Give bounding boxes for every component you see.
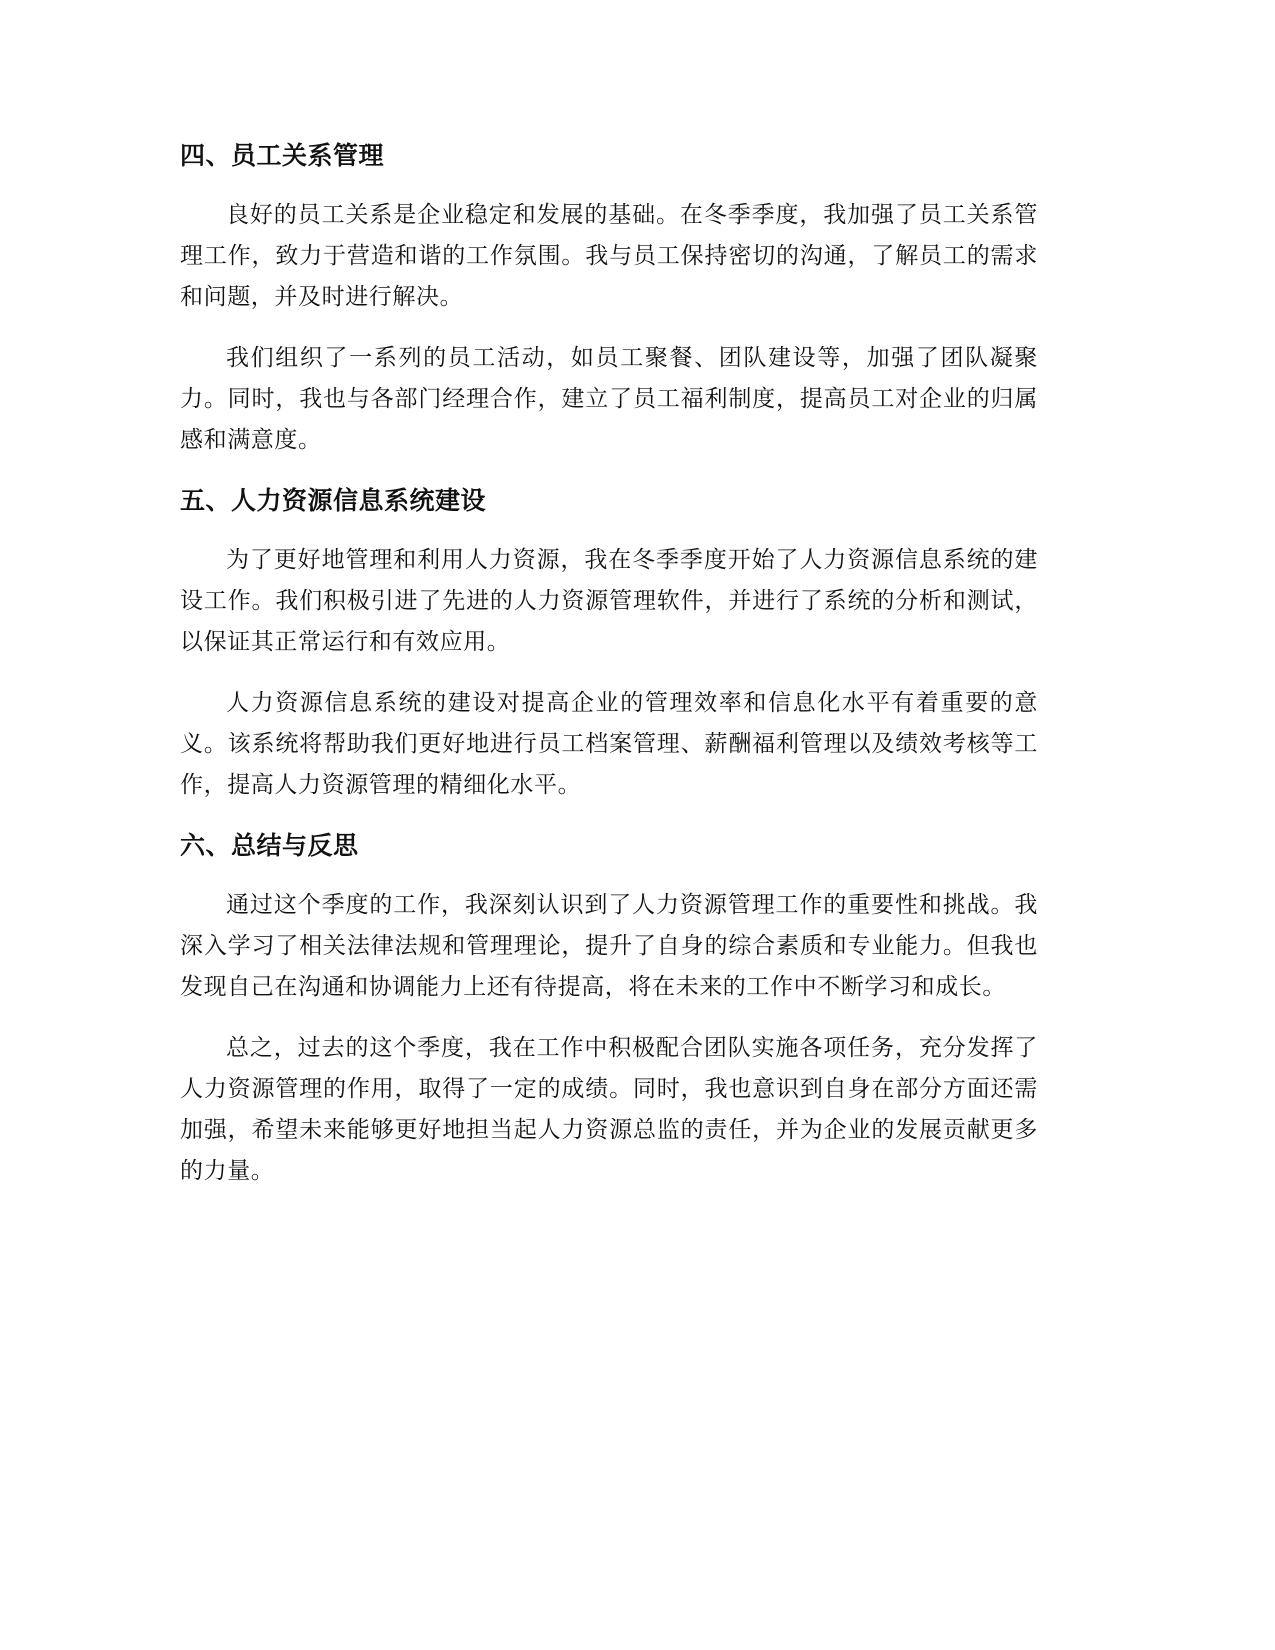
section-heading: 四、员工关系管理 bbox=[180, 141, 385, 170]
paragraph: 人力资源信息系统的建设对提高企业的管理效率和信息化水平有着重要的意义。该系统将帮助我们更好地进行员工档案管理、薪酬福利管理以及绩效考核等工作，提高人力资源管理的精细化水平。 bbox=[180, 690, 1038, 798]
document-page bbox=[180, 138, 1038, 1212]
paragraph: 总之，过去的这个季度，我在工作中积极配合团队实施各项任务，充分发挥了人力资源管理的作用，取得了一定的成绩。同时，我也意识到自身在部分方面还需加强，希望未来能够更好地担当起人力资源总监的责任，并为企业的发展贡献更多的力量。 bbox=[180, 1035, 1038, 1184]
section-summary-reflection bbox=[180, 828, 1038, 1192]
paragraph: 我们组织了一系列的员工活动，如员工聚餐、团队建设等，加强了团队凝聚力。同时，我也与各部门经理合作，建立了员工福利制度，提高员工对企业的归属感和满意度。 bbox=[180, 345, 1038, 453]
section-heading: 五、人力资源信息系统建设 bbox=[180, 486, 487, 515]
section-employee-relations bbox=[180, 138, 1038, 461]
section-hr-information-system bbox=[180, 483, 1038, 806]
paragraph: 为了更好地管理和利用人力资源，我在冬季季度开始了人力资源信息系统的建设工作。我们积极引进了先进的人力资源管理软件，并进行了系统的分析和测试，以保证其正常运行和有效应用。 bbox=[180, 547, 1038, 655]
paragraph: 良好的员工关系是企业稳定和发展的基础。在冬季季度，我加强了员工关系管理工作，致力于营造和谐的工作氛围。我与员工保持密切的沟通，了解员工的需求和问题，并及时进行解决。 bbox=[180, 202, 1038, 310]
paragraph: 通过这个季度的工作，我深刻认识到了人力资源管理工作的重要性和挑战。我深入学习了相关法律法规和管理理论，提升了自身的综合素质和专业能力。但我也发现自己在沟通和协调能力上还有待提高，将在未来的工作中不断学习和成长。 bbox=[180, 892, 1038, 1000]
section-heading: 六、总结与反思 bbox=[180, 831, 359, 860]
